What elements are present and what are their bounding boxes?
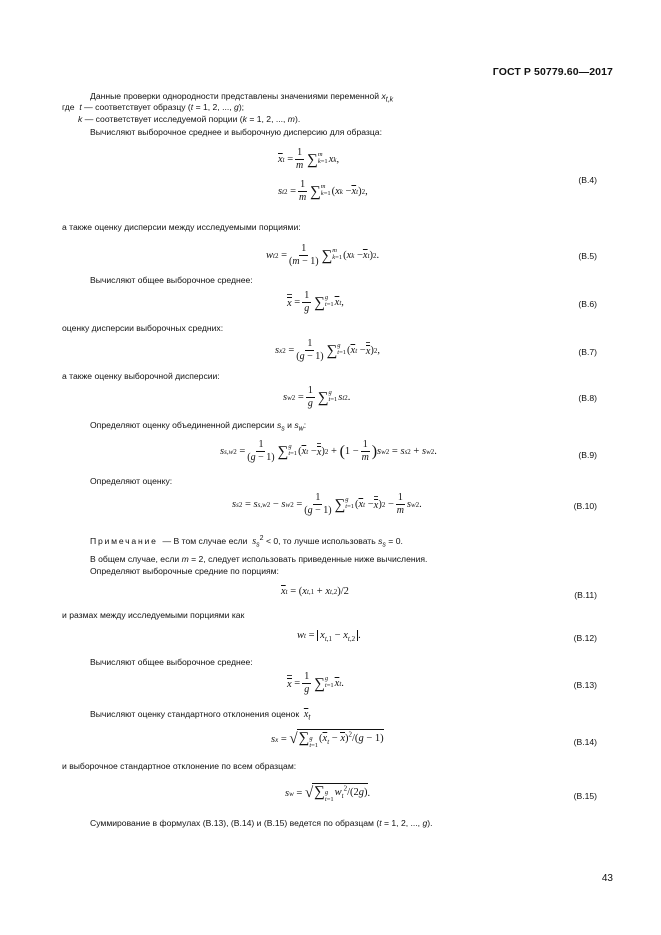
equation-B4-mean: $\overline{x}$ t = $\frac{1}{m}$ ∑ m k=1 x k , <box>278 147 340 171</box>
standard-designation: ГОСТ Р 50779.60—2017 <box>492 66 613 78</box>
equation-number-B10: (В.10) <box>573 501 597 511</box>
equation-number-B11: (В.11) <box>574 590 597 600</box>
estimate-line: Определяют оценку: <box>90 476 173 486</box>
portion-means-line: Определяют выборочные средние по порциям: <box>90 566 279 576</box>
also-between-line: а также оценку дисперсии между исследуемыми порциями: <box>62 222 301 232</box>
equation-B14: s x = √ ∑ g t=1 $(\overline{x}_t - x)^2/(g - 1)$ <box>271 730 384 749</box>
equation-number-B13: (В.13) <box>573 680 597 690</box>
summation-line: Суммирование в формулах (В.13), (В.14) и (В.15) ведется по образцам (t = 1, 2, ..., g). <box>90 818 433 828</box>
equation-B12: w t = $x_{t,1} - x_{t,2}$ . <box>297 630 361 644</box>
equation-B13: x = $\frac{1}{g}$ ∑ g t=1 $\overline{x}$ t . <box>287 671 344 695</box>
calc-overall2-line: Вычисляют общее выборочное среднее: <box>90 657 253 667</box>
equation-B11: $\overline{x}$ t = ( x t,1 + x t,2 )/2 <box>281 586 349 597</box>
where-t-line: где t — соответствует образцу (t = 1, 2, ..., g); <box>62 102 245 112</box>
page-number: 43 <box>601 873 613 884</box>
equation-number-B5: (В.5) <box>578 251 597 261</box>
equation-number-B15: (В.15) <box>573 791 597 801</box>
equation-B4-variance: s t 2 = $\frac{1}{m}$ ∑ m k=1 ( x k − $\overline{x}$ t ) 2 , <box>278 179 368 203</box>
equation-number-B6: (В.6) <box>578 299 597 309</box>
sd-all-line: и выборочное стандартное отклонение по всем образцам: <box>62 761 297 771</box>
equation-B6: x = $\frac{1}{g}$ ∑ g t=1 $\overline{x}$ t , <box>287 290 344 314</box>
equation-B10: s s 2 = s s,w 2 − s w 2 = $\frac{1}{(g - 1)}$ ∑ g t=1 ( $\overline{x}$ t − x ) 2 − $\frac{1}{m}$ s w 2 . <box>232 492 422 516</box>
intro-line: Данные проверки однородности представлены значениями переменной $x_{t,k}$ <box>90 91 394 104</box>
calc-overall-line: Вычисляют общее выборочное среднее: <box>90 275 253 285</box>
equation-B9: s s,w 2 = $\frac{1}{(g - 1)}$ ∑ g t=1 ( $\overline{x}$ t − x ) 2 + ( 1 − $\frac{1}{m}$ ) s w 2 = s s 2 + s w 2 . <box>220 439 437 463</box>
combined-line: Определяют оценку объединенной дисперсии $s_s$ и $s_w$: <box>90 420 307 433</box>
var-means-line: оценку дисперсии выборочных средних: <box>62 323 224 333</box>
equation-number-B9: (В.9) <box>578 450 597 460</box>
general-m2-line: В общем случае, если m = 2, следует использовать приведенные ниже вычисления. <box>90 554 428 564</box>
sd-estimate-line: Вычисляют оценку стандартного отклонения оценок $\overline{x}_t$ <box>90 709 311 722</box>
equation-B15: s w = √ ∑ g t=1 $w_t^2/(2g)$ . <box>285 784 371 803</box>
equation-number-B7: (В.7) <box>578 347 597 357</box>
equation-number-B4: (В.4) <box>578 175 597 185</box>
also-within-line: а также оценку выборочной дисперсии: <box>62 371 220 381</box>
equation-number-B8: (В.8) <box>578 393 597 403</box>
note-line: Примечание — В том случае если $s_s^2 < 0$, то лучше использовать $s_s = 0$. <box>90 535 403 549</box>
where-k-line: k — соответствует исследуемой порции (k = 1, 2, ..., m). <box>78 114 301 124</box>
equation-B8: s w 2 = $\frac{1}{g}$ ∑ g t=1 s t 2 . <box>283 385 351 409</box>
equation-number-B14: (В.14) <box>573 737 597 747</box>
range-between-line: и размах между исследуемыми порциями как <box>62 610 245 620</box>
equation-B5: w t 2 = $\frac{1}{(m - 1)}$ ∑ m k=1 ( x k − $\overline{x}$ t ) 2 . <box>266 243 380 267</box>
equation-B7: s x 2 = $\frac{1}{(g - 1)}$ ∑ g t=1 ( $\overline{x}$ t − x ) 2 , <box>275 338 380 362</box>
calc-sample-line: Вычисляют выборочное среднее и выборочную дисперсию для образца: <box>90 127 382 137</box>
equation-number-B12: (В.12) <box>573 633 597 643</box>
